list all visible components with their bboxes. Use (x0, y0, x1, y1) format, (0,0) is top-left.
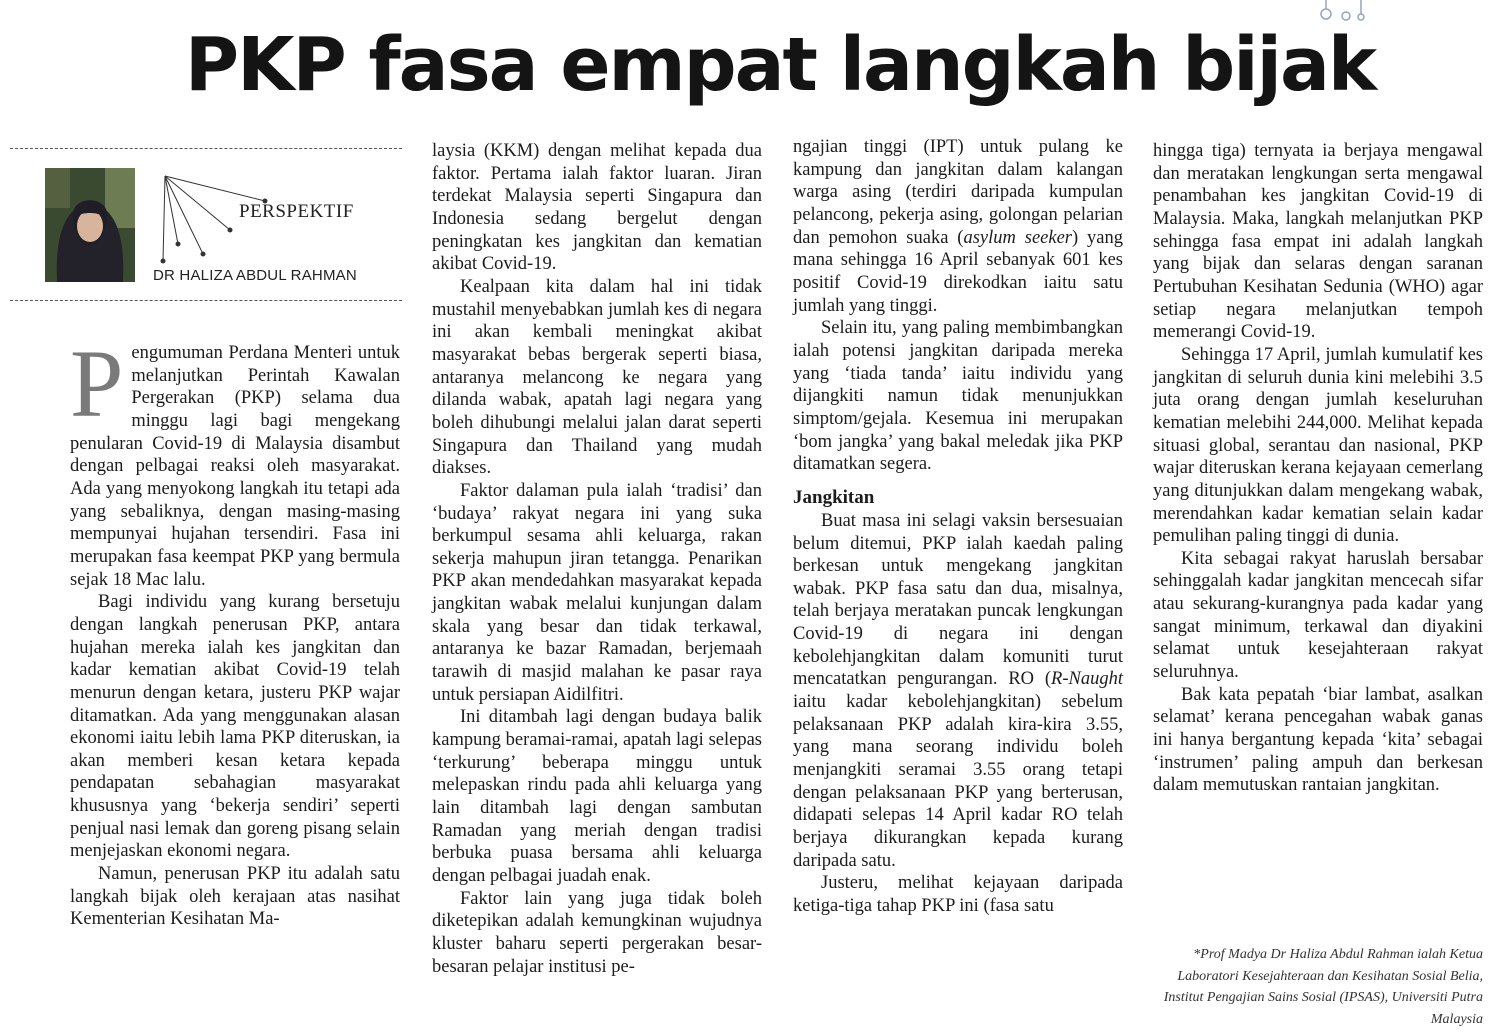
article-column-2 (432, 140, 762, 978)
text-run: ngajian tinggi (IPT) untuk pulang ke kampung dan jangkitan dalam kalangan warga asing (terdiri daripada kumpulan pelancong, pekerja asing, golongan pelarian dan pemohon suaka ( (793, 137, 1123, 248)
text-run: iaitu kadar kebolehjangkitan) sebelum pelaksanaan PKP adalah kira-kira 3.55, yang mana seorang individu boleh menjangkiti seramai 3.55 orang tetapi dengan pelaksanaan PKP yang berterusan, didapati selepas 14 April kadar RO telah berjaya dikurangkan kepada kurang daripada satu. (793, 692, 1123, 871)
article-column-1 (70, 330, 400, 931)
text-run: Buat masa ini selagi vaksin bersesuaian belum ditemui, PKP ialah kaedah paling berkesan untuk mengekang jangkitan wabak. PKP fasa satu dan dua, misalnya, telah berjaya meratakan puncak lengkungan Covid-19 di negara ini dengan kebolehjangkitan dalam komuniti turut mencatatkan pengurangan. RO ( (793, 510, 1123, 690)
drop-cap: P (70, 330, 124, 437)
paragraph: Bagi individu yang kurang bersetuju dengan langkah penerusan PKP, antara hujahan mereka ialah kes jangkitan dan kadar kematian akibat Covid-19 telah menurun dengan ketara, justeru PKP wajar ditamatkan. Ada yang menggunakan alasan ekonomi iaitu lebih lama PKP diteruskan, ia akan memberi kesan ketara kepada pendapatan sebahagian masyarakat khususnya yang ‘bekerja sendiri’ seperti penjual nasi lemak dan goreng pisang selain menjejaskan ekonomi negara. (70, 592, 400, 862)
paragraph: Sehingga 17 April, jumlah kumulatif kes jangkitan di seluruh dunia kini melebihi 3.5 juta orang dengan jumlah keseluruhan kematian melebihi 244,000. Melihat kepada situasi global, serantau dan nasional, PKP wajar diteruskan kerana kejayaan cemerlang yang ditunjukkan dalam mengekang wabak, merendahkan kadar kematian selain kadar pemulihan paling tinggi di dunia. (1153, 344, 1483, 547)
paragraph: Kealpaan kita dalam hal ini tidak mustahil menyebabkan jumlah kes di negara ini akan kembali meningkat akibat masyarakat bebas bergerak seperti biasa, antaranya melancong ke negara yang dilanda wabak, apatah lagi negara yang boleh dihubungi melalui jalan darat seperti Singapura dan Thailand yang mudah diakses. (432, 276, 762, 479)
paragraph (793, 510, 1123, 873)
decorative-corner-graphic (1260, 0, 1500, 24)
paragraph: Faktor lain yang juga tidak boleh diketepikan adalah kemungkinan wujudnya kluster baharu seperti pergerakan besar-besaran pelajar institusi pe- (432, 888, 762, 977)
paragraph: Ini ditambah lagi dengan budaya balik kampung beramai-ramai, apatah lagi selepas ‘terkurung’ beberapa minggu untuk melepaskan rindu pada ahli keluarga yang lain ditambah lagi dengan sambutan Ramadan yang meriah dengan tradisi berbuka puasa bersama ahli keluarga dengan pelbagai juadah enak. (432, 707, 762, 886)
subheading: Jangkitan (793, 486, 875, 508)
article-column-3 (793, 136, 1123, 918)
paragraph: Faktor dalaman pula ialah ‘tradisi’ dan ‘budaya’ rakyat negara ini yang suka berkumpul sesama ahli keluarga, rakan sekerja mahupun jiran tetangga. Penarikan PKP akan mendedahkan masyarakat kepada jangkitan wabak melalui kunjungan dalam skala yang besar dan tidak terkawal, antaranya ke bazar Ramadan, berjemaah tarawih di masjid malahan ke pasar raya untuk persiapan Aidilfitri. (432, 480, 762, 705)
author-note: *Prof Madya Dr Haliza Abdul Rahman ialah Ketua Laboratori Kesejahteraan dan Kesihatan Sosial Belia, Institut Pengajian Sains Sosial (IPSAS), Universiti Putra Malaysia (1163, 947, 1483, 1027)
paragraph: laysia (KKM) dengan melihat kepada dua faktor. Pertama ialah faktor luaran. Jiran terdekat Malaysia seperti Singapura dan Indonesia sedang bergelut dengan peningkatan kes jangkitan dan kematian akibat Covid-19. (432, 141, 762, 275)
paragraph: Bak kata pepatah ‘biar lambat, asalkan selamat’ kerana pencegahan wabak ganas ini hanya bergantung kepada ‘kita’ sebagai ‘instrumen’ paling ampuh dan berkesan dalam memutuskan rantaian jangkitan. (1153, 684, 1483, 796)
paragraph: engumuman Perdana Menteri untuk melanjutkan Perintah Kawalan Pergerakan (PKP) selama dua minggu lagi bagi mengekang penularan Covid-19 di Malaysia disambut dengan pelbagai reaksi oleh masyarakat. Ada yang menyokong langkah itu tetapi ada yang sebaliknya, dengan masing-masing mempunyai hujahan tersendiri. Fasa ini merupakan fasa keempat PKP yang bermula sejak 18 Mac lalu. (70, 343, 400, 590)
italic-term: asylum seeker (963, 227, 1072, 248)
author-photo (45, 168, 135, 282)
text-run: ) yang mana sehingga 16 April sebanyak 601 kes positif Covid-19 direkodkan iaitu satu jumlah yang tinggi. (793, 227, 1123, 316)
divider (10, 300, 402, 301)
paragraph: hingga tiga) ternyata ia berjaya mengawal dan meratakan lengkungan serta mengawal penambahan kes jangkitan Covid-19 di Malaysia. Maka, langkah melanjutkan PKP sehingga fasa empat ini adalah langkah yang bijak dan selaras dengan saranan Pertubuhan Kesihatan Sedunia (WHO) agar setiap negara melanjutkan tempoh memerangi Covid-19. (1153, 141, 1483, 343)
section-label: PERSPEKTIF (239, 201, 354, 222)
headline: PKP fasa empat langkah bijak (184, 22, 1376, 108)
paragraph: Kita sebagai rakyat haruslah bersabar sehinggalah kadar jangkitan mencecah sifar atau sekurang-kurangnya pada kadar yang sangat minimum, terkawal dan diyakini selamat untuk kesejahteraan rakyat seluruhnya. (1153, 548, 1483, 683)
paragraph: Selain itu, yang paling membimbangkan ialah potensi jangkitan daripada mereka yang ‘tiada tanda’ iaitu individu yang dijangkiti namun tidak menunjukkan simptom/gejala. Kesemua ini merupakan ‘bom jangka’ yang bakal meledak jika PKP ditamatkan segera. (793, 318, 1123, 475)
paragraph: Justeru, melihat kejayaan daripada ketiga-tiga tahap PKP ini (fasa satu (793, 873, 1123, 916)
paragraph: Namun, penerusan PKP itu adalah satu langkah bijak oleh kerajaan atas nasihat Kementerian Kesihatan Ma- (70, 864, 400, 930)
article-column-4 (1153, 140, 1483, 797)
italic-term: R-Naught (1051, 669, 1123, 690)
author-name: DR HALIZA ABDUL RAHMAN (153, 267, 357, 284)
byline-box (10, 148, 402, 300)
divider (10, 148, 402, 149)
paragraph (793, 136, 1123, 317)
